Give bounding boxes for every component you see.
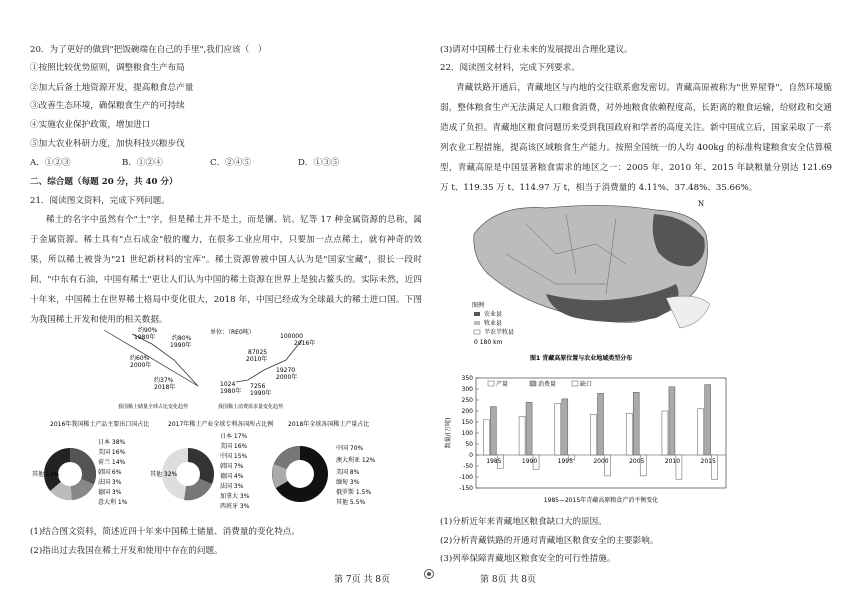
- y-tick-label: 100: [461, 430, 473, 437]
- y-tick-label: -150: [459, 485, 473, 492]
- pie2017-l0: 日本 17%: [220, 433, 248, 440]
- bar-consumption: [490, 407, 496, 455]
- bar-consumption: [598, 393, 604, 455]
- x-tick-label: 1990: [521, 458, 538, 465]
- share-caption: 我国稀土储量全球占比变化趋势: [118, 404, 189, 410]
- q20-choices: [30, 155, 422, 171]
- pie2018-l5: 其他 5.5%: [336, 499, 366, 506]
- chart-caption: 1985—2015年青藏高原粮食产消平衡变化: [543, 497, 659, 504]
- demand-year-1980: 1980年: [220, 388, 242, 395]
- q21-paragraph: 稀土的名字中虽然有个"土"字，但是稀土并不是土，而是镧、钪、钇等 17 种金属资源的总称，属于金属资源。稀土具有"点石成金"般的魔力，在很多工业应用中，只要加一点点稀土，就有神奇的效果，所以稀土被誉为"21 世纪新材料的宝库"。稀土资源曾被中国人认为是"国家宝藏"，很长一段时间，"中东有石油，中国有稀土"更让人们认为中国的稀土资源在世界上是独占鳌头的。实际未然，近四十年来，中国稀土在世界稀土格局中变化很大，2018 年，中国已经成为全球最大的稀土进口国。下图为我国稀土开发和使用的相关数据。: [30, 215, 422, 325]
- pie2017-l2: 中国 15%: [220, 453, 248, 460]
- demand-val-1980: 1024: [220, 381, 236, 388]
- y-tick-label: -50: [463, 463, 473, 470]
- demand-unit: 单位：（RE0吨）: [210, 329, 255, 336]
- pie2017-l5: 法国 3%: [220, 483, 244, 490]
- demand-val-2000: 19270: [276, 367, 296, 374]
- map-scale: 0 180 km: [474, 339, 503, 346]
- y-tick-label: 0: [469, 452, 473, 459]
- north-arrow-icon: N: [698, 200, 705, 208]
- y-tick-label: -100: [459, 474, 473, 481]
- map-legend-ag: 农业县: [484, 311, 503, 318]
- bar-consumption: [669, 387, 675, 455]
- pie2017-l7: 西班牙 3%: [220, 503, 250, 510]
- bar-consumption: [633, 392, 639, 455]
- pie2016-l2: 荷兰 14%: [98, 459, 126, 466]
- y-tick-label: 50: [465, 441, 473, 448]
- q22-sub-2: (2)分析青藏铁路的开通对青藏地区粮食安全的主要影响。: [440, 536, 659, 546]
- pie2017-title: 2017年稀土产业全球专利各国所占比例: [168, 421, 274, 428]
- pie2017-l4: 德国 4%: [220, 473, 244, 480]
- pie2017-other: 其他 32%: [150, 471, 178, 478]
- legend-swatch: [572, 381, 578, 386]
- pie-2016-export: [30, 418, 150, 518]
- q21-sub-2: (2)指出过去我国在稀土开发和使用中存在的问题。: [30, 546, 223, 556]
- pie2018-l2: 美国 8%: [336, 469, 360, 476]
- pie2016-l1: 美国 16%: [98, 449, 126, 456]
- q20-option-2: ②加大后备土地资源开发，提高粮食总产量: [30, 83, 194, 93]
- choice-d: D．①③⑤: [298, 158, 340, 168]
- y-tick-label: 150: [461, 419, 473, 426]
- legend-swatch: [530, 381, 536, 386]
- legend-label: 缺口: [580, 381, 593, 388]
- q21-sub-3: (3)请对中国稀土行业未来的发展提出合理化建议。: [440, 45, 633, 55]
- share-year-1980: 1980年: [134, 334, 156, 341]
- demand-val-2010: 87025: [248, 349, 268, 356]
- bar-consumption: [705, 385, 711, 455]
- grain-balance-chart: [440, 368, 740, 508]
- x-tick-label: 2015: [700, 458, 716, 465]
- section-heading: 二、综合题（每题 20 分，共 40 分）: [30, 177, 178, 187]
- y-tick-label: 350: [461, 375, 473, 382]
- bar-output: [698, 409, 704, 455]
- legend-label: 消费量: [538, 381, 557, 388]
- x-tick-label: 1995: [557, 458, 573, 465]
- bar-consumption: [562, 399, 568, 455]
- y-axis-label: 数量/(万吨): [445, 417, 452, 449]
- share-year-1990: 1990年: [170, 342, 192, 349]
- reserve-share-chart: [102, 326, 212, 412]
- legend-label: 产量: [496, 381, 509, 388]
- choice-c: C．②④⑤: [210, 158, 251, 168]
- legend-swatch: [488, 381, 494, 386]
- pie2016-l0: 日本 38%: [98, 439, 126, 446]
- x-tick-label: 1985: [486, 458, 502, 465]
- pie2016-title: 2016年我国稀土产品主要出口国占比: [50, 421, 150, 428]
- share-label-1980: 约90%: [138, 327, 158, 334]
- pie2016-l3: 韩国 6%: [98, 469, 122, 476]
- bar-output: [519, 417, 525, 456]
- pie-2017-patents: [148, 418, 274, 518]
- bar-output: [555, 403, 561, 455]
- bar-consumption: [526, 402, 532, 455]
- q20-option-4: ④实施农业保护政策，增加进口: [30, 120, 151, 130]
- q20-stem: 20．为了更好的做到"把饭碗端在自己的手里",我们应该（ ）: [30, 45, 267, 55]
- q21-sub-1: (1)结合图文资料，简述近四十年来中国稀土储量、消费量的变化特点。: [30, 527, 300, 537]
- bar-output: [662, 411, 668, 455]
- footer-right: 第 8页 共 8页: [480, 575, 537, 585]
- map-legend-title: 图例: [472, 302, 485, 309]
- pie2018-l1: 澳大利亚 12%: [336, 457, 376, 464]
- pie2017-l6: 加拿大 3%: [220, 493, 250, 500]
- map-legend-pastoral: 牧业县: [484, 320, 503, 327]
- q22-stem: 22．阅读图文材料，完成下列要求。: [440, 63, 580, 73]
- pie2018-l4: 俄罗斯 1.5%: [336, 489, 372, 496]
- share-label-2000: 约60%: [130, 355, 150, 362]
- page-divider-icon: [424, 569, 434, 579]
- pie2017-l1: 美国 16%: [220, 443, 248, 450]
- bar-output: [626, 413, 632, 455]
- demand-caption: 我国稀土消费需求量变化趋势: [218, 404, 284, 410]
- demand-year-1990: 1990年: [250, 390, 272, 397]
- q22-paragraph: 青藏铁路开通后，青藏地区与内地的交往联系愈发密切。青藏高原被称为"世界屋脊"，自然环境脆弱，整体粮食生产无法满足人口粮食消费，对外地粮食依赖程度高，长距离的粮食运输，给财政和交通造成了负担。青藏地区粮食问题历来受到我国政府和学者的高度关注。新中国成立后，国家采取了一系列农业工程措施，提高该区域粮食生产能力。按照全国统一的人均 400kg 的标准构建粮食安全估算模型，青藏高原是中国显著粮食需求的地区之一：2005 年、2010 年、2015 年缺粮量分别达 121.69 万 t、119.35 万 t、114.97 万 t，相当于消费量的 4.11%、37.48%、35.66%。: [440, 83, 832, 193]
- y-tick-label: 250: [461, 397, 473, 404]
- share-label-1990: 约80%: [172, 335, 192, 342]
- footer-left: 第 7页 共 8页: [334, 575, 391, 585]
- tibet-plateau-map: [466, 194, 716, 362]
- choice-a: A．①②③: [30, 158, 71, 168]
- q22-sub-1: (1)分析近年来青藏地区粮食缺口大的原因。: [440, 517, 607, 527]
- x-tick-label: 2000: [593, 458, 609, 465]
- share-label-2018: 约37%: [154, 377, 174, 384]
- q20-option-5: ⑤加大农业科研力度，加快科技兴粮步伐: [30, 139, 185, 149]
- pie2017-l3: 韩国 7%: [220, 463, 244, 470]
- q20-option-1: ①按照比较优势原则，调整粮食生产布局: [30, 63, 185, 73]
- pie2016-l6: 意大利 1%: [98, 499, 128, 506]
- share-year-2018: 2018年: [154, 384, 176, 391]
- pie2016-other: 其他 14%: [32, 471, 60, 478]
- demand-val-1990: 7256: [250, 383, 266, 390]
- demand-chart: [208, 326, 328, 412]
- y-tick-label: 200: [461, 408, 473, 415]
- bar-output: [591, 414, 597, 455]
- map-legend-mixed: 半农半牧县: [484, 329, 515, 336]
- pie2016-l5: 德国 3%: [98, 489, 122, 496]
- pie2018-l0: 中国 70%: [336, 445, 364, 452]
- pie-2018-output: [262, 418, 380, 518]
- q21-stem: 21．阅读图文资料，完成下列问题。: [30, 196, 170, 206]
- x-tick-label: 2010: [664, 458, 681, 465]
- demand-year-2000: 2000年: [276, 374, 298, 381]
- bar-output: [483, 420, 489, 455]
- q22-sub-3: (3)列举保障青藏地区粮食安全的可行性措施。: [440, 554, 616, 564]
- demand-year-2010: 2010年: [246, 356, 268, 363]
- choice-b: B．①②④: [122, 158, 163, 168]
- pie2018-title: 2018年全球各国稀土产量占比: [288, 421, 370, 428]
- pie2016-l4: 法国 3%: [98, 479, 122, 486]
- pie2018-l3: 缅甸 3%: [336, 479, 360, 486]
- demand-val-2016: 100000: [280, 333, 303, 340]
- x-tick-label: 2005: [629, 458, 645, 465]
- demand-year-2016: 2016年: [294, 340, 316, 347]
- y-tick-label: 300: [461, 386, 473, 393]
- share-year-2000: 2000年: [130, 362, 152, 369]
- map-caption: 图1 青藏高原位置与农业地域类型分布: [530, 355, 633, 362]
- q20-option-3: ③改善生态环境，确保粮食生产的可持续: [30, 101, 185, 111]
